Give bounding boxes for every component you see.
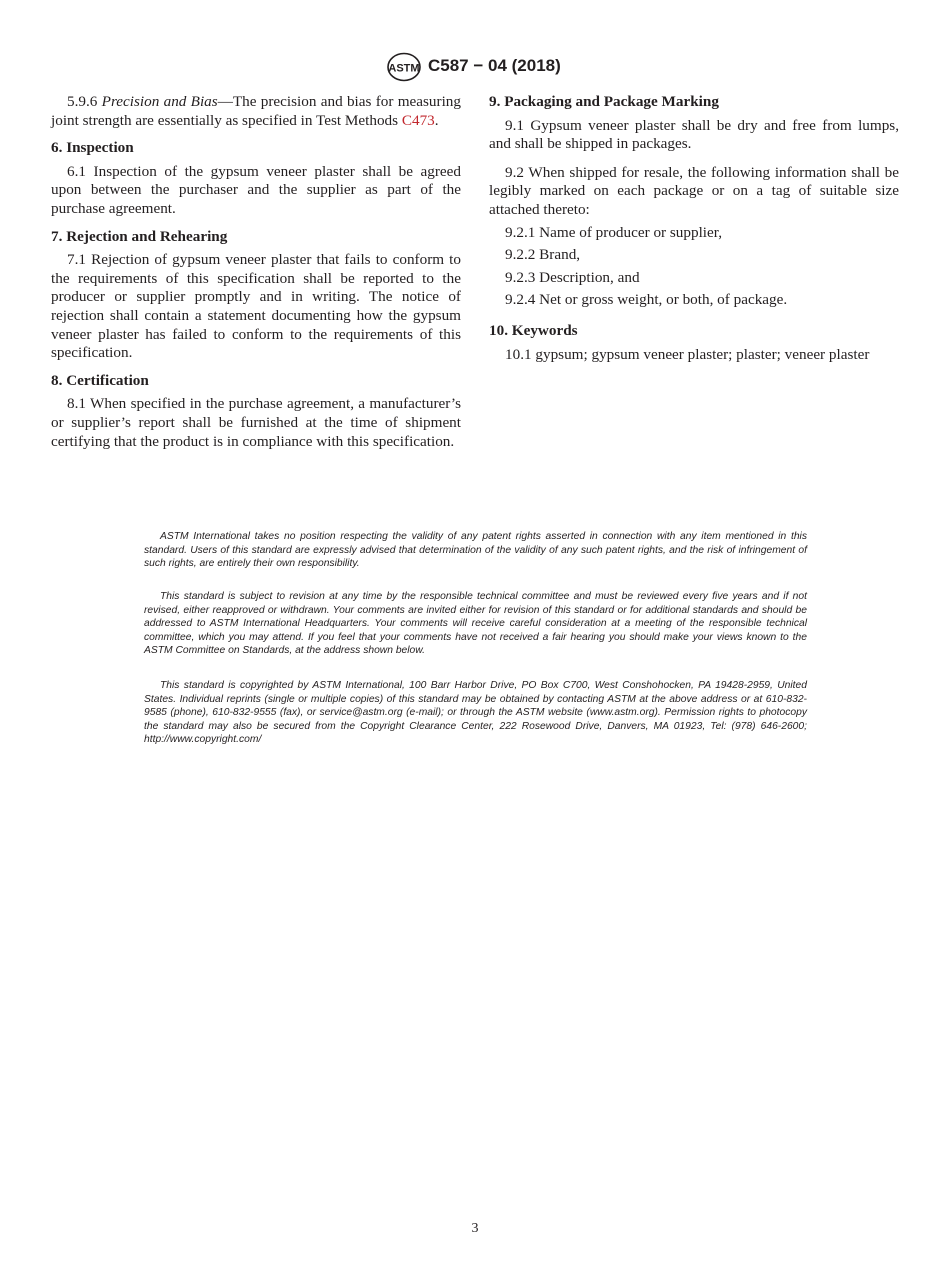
section-heading-rejection: 7. Rejection and Rehearing	[51, 227, 228, 245]
copyright-notice-text: This standard is copyrighted by ASTM International, 100 Barr Harbor Drive, PO Box C700, West Conshohocken, PA 19428-2959, United States. Individual reprints (single or multiple copies) of this standard may be obtained by contacting ASTM at the above address or at 610-832-9585 (phone), 610-832-9555 (fax), or service@astm.org (e-mail); or through the ASTM website (www.astm.org). Permission rights to photocopy the standard may also be secured from the Copyright Clearance Center, 222 Rosewood Drive, Danvers, MA 01923, Tel: (978) 646-2600; http://www.copyright.com/	[144, 680, 807, 746]
paragraph-text: —The precision and bias for measuring joint strength are essentially as specified in Test Methods	[51, 93, 461, 129]
paragraph-title: Precision and Bias	[101, 93, 218, 110]
section-heading-inspection: 6. Inspection	[51, 139, 134, 157]
svg-text:ASTM: ASTM	[388, 62, 420, 75]
copyright-notice	[144, 679, 807, 747]
patent-notice-text: ASTM International takes no position respecting the validity of any patent rights asserted in connection with any item mentioned in this standard. Users of this standard are expressly advised that determination of the validity of any such patent rights, and the risk of infringement of such rights, are entirely their own responsibility.	[144, 531, 807, 570]
paragraph-10-1: 10.1 gypsum; gypsum veneer plaster; plaster; veneer plaster	[505, 345, 870, 363]
paragraph-7-1: 7.1 Rejection of gypsum veneer plaster that fails to conform to the requirements of this specification shall be reported to the producer or supplier promptly and in writing. The notice of rejection shall contain a statement documenting how the gypsum veneer plaster has failed to conform to the requirements of this specification.	[51, 251, 461, 362]
list-item: 9.2.1 Name of producer or supplier,	[505, 223, 723, 241]
revision-notice-text: This standard is subject to revision at any time by the responsible technical committee and must be reviewed every five years and if not revised, either reapproved or withdrawn. Your comments are invited either for revision of this standard or for additional standards and should be addressed to ASTM International Headquarters. Your comments will receive careful consideration at a meeting of the responsible technical committee, which you may attend. If you feel that your comments have not received a fair hearing you should make your views known to the ASTM Committee on Standards, at the address shown below.	[144, 591, 807, 657]
c473-reference-link[interactable]: C473	[401, 111, 435, 129]
page-header	[0, 52, 950, 84]
list-item: 9.2.3 Description, and	[505, 268, 640, 286]
page-number: 3	[471, 1221, 479, 1236]
paragraph-9-1: 9.1 Gypsum veneer plaster shall be dry and free from lumps, and shall be shipped in packages.	[489, 116, 899, 153]
document-designation: C587 − 04 (2018)	[428, 56, 561, 75]
list-item: 9.2.4 Net or gross weight, or both, of package.	[505, 291, 788, 309]
paragraph-6-1: 6.1 Inspection of the gypsum veneer plaster shall be agreed upon between the purchaser and the supplier as part of the purchase agreement.	[51, 162, 461, 217]
right-column	[489, 93, 899, 364]
section-heading-certification: 8. Certification	[51, 371, 149, 389]
revision-notice	[144, 590, 807, 658]
paragraph-5-9-6: 5.9.6 Precision and Bias—The precision and bias for measuring joint strength are essentially as specified in Test Methods C473.	[51, 93, 461, 129]
paragraph-number: 5.9.6	[67, 93, 98, 110]
section-heading-keywords: 10. Keywords	[489, 321, 578, 339]
patent-notice	[144, 530, 807, 571]
paragraph-8-1: 8.1 When specified in the purchase agreement, a manufacturer’s or supplier’s report shall be furnished at the time of shipment certifying that the product is in compliance with this specification.	[51, 395, 461, 450]
list-item: 9.2.2 Brand,	[505, 246, 581, 264]
astm-logo	[386, 52, 422, 82]
section-heading-packaging: 9. Packaging and Package Marking	[489, 93, 719, 110]
paragraph-9-2: 9.2 When shipped for resale, the following information shall be legibly marked on each package or on a tag of suitable size attached thereto:	[489, 163, 899, 218]
left-column	[51, 93, 461, 451]
